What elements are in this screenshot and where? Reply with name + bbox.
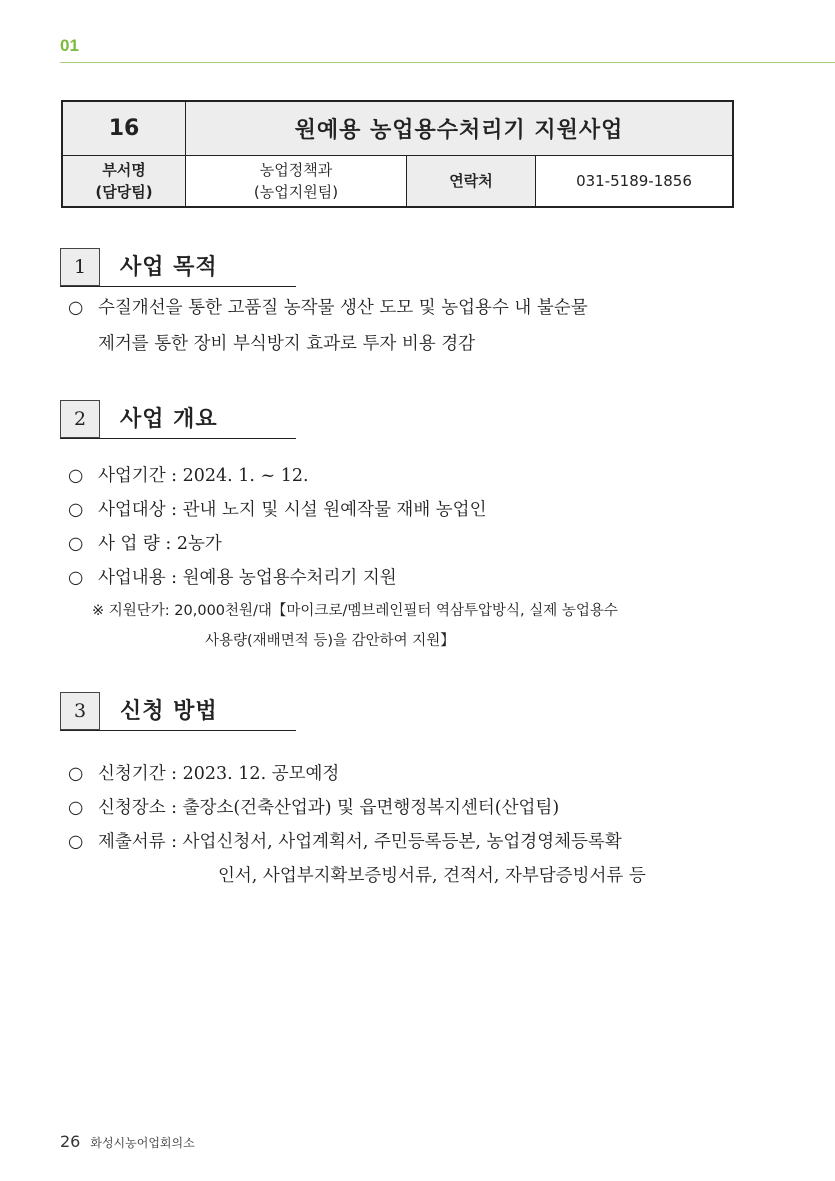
contact-label: 연락처 bbox=[407, 155, 536, 207]
info-title-row bbox=[62, 101, 733, 155]
section-2-header bbox=[60, 400, 296, 439]
info-dept-row bbox=[62, 155, 733, 207]
item-text: 사업대상 : 관내 노지 및 시설 원예작물 재배 농업인 bbox=[98, 500, 487, 520]
bullet-mark: ○ bbox=[68, 500, 84, 520]
section-2-title: 사업 개요 bbox=[120, 407, 218, 432]
dept-label-line2: (담당팀) bbox=[95, 182, 153, 201]
bullet-mark: ○ bbox=[68, 568, 84, 588]
page-number: 26 bbox=[60, 1132, 81, 1151]
section-3-item-1 bbox=[68, 760, 339, 785]
page-footer bbox=[60, 1132, 195, 1151]
section-1-item-1 bbox=[68, 294, 588, 319]
item-text: 사 업 량 : 2농가 bbox=[98, 534, 222, 554]
project-info-table bbox=[61, 100, 734, 208]
section-2-item-1 bbox=[68, 462, 309, 487]
section-2-note-continuation: 사용량(재배면적 등)을 감안하여 지원】 bbox=[205, 633, 455, 649]
item-text: 수질개선을 통한 고품질 농작물 생산 도모 및 농업용수 내 불순물 bbox=[98, 298, 588, 318]
bullet-mark: ○ bbox=[68, 466, 84, 486]
section-3-title: 신청 방법 bbox=[120, 699, 218, 724]
bullet-mark: ○ bbox=[68, 798, 84, 818]
bullet-mark: ○ bbox=[68, 298, 84, 318]
item-text: 사업내용 : 원예용 농업용수처리기 지원 bbox=[98, 568, 397, 588]
dept-label-line1: 부서명 bbox=[102, 160, 146, 179]
project-number: 16 bbox=[62, 101, 186, 155]
dept-label bbox=[62, 155, 186, 207]
section-2-note: ※ 지원단가: 20,000천원/대【마이크로/멤브레인필터 역삼투압방식, 실제 농업용수 bbox=[92, 603, 618, 619]
section-3-item-3-continuation: 인서, 사업부지확보증빙서류, 견적서, 자부담증빙서류 등 bbox=[218, 866, 646, 886]
item-text: 신청기간 : 2023. 12. 공모예정 bbox=[98, 764, 340, 784]
section-2-item-3 bbox=[68, 530, 222, 555]
chapter-divider bbox=[60, 62, 835, 63]
section-1-number: 1 bbox=[60, 248, 100, 286]
section-3-item-3 bbox=[68, 828, 622, 853]
item-text: 제출서류 : 사업신청서, 사업계획서, 주민등록등본, 농업경영체등록확 bbox=[98, 832, 622, 852]
chapter-number: 01 bbox=[60, 36, 79, 55]
dept-value-line2: (농업지원팀) bbox=[253, 182, 339, 201]
contact-value: 031-5189-1856 bbox=[536, 155, 734, 207]
section-3-header bbox=[60, 692, 296, 731]
section-3-number: 3 bbox=[60, 692, 100, 730]
item-text: 신청장소 : 출장소(건축산업과) 및 읍면행정복지센터(산업팀) bbox=[98, 798, 560, 818]
section-1-header bbox=[60, 248, 296, 287]
bullet-mark: ○ bbox=[68, 764, 84, 784]
dept-value-line1: 농업정책과 bbox=[259, 160, 333, 179]
organization-name: 화성시농어업회의소 bbox=[90, 1136, 195, 1150]
project-title: 원예용 농업용수처리기 지원사업 bbox=[186, 101, 734, 155]
bullet-mark: ○ bbox=[68, 832, 84, 852]
section-2-number: 2 bbox=[60, 400, 100, 438]
section-1-title: 사업 목적 bbox=[120, 255, 218, 280]
section-2-item-2 bbox=[68, 496, 487, 521]
dept-value bbox=[186, 155, 407, 207]
section-1-item-1-continuation: 제거를 통한 장비 부식방지 효과로 투자 비용 경감 bbox=[98, 334, 476, 354]
section-3-item-2 bbox=[68, 794, 559, 819]
section-2-item-4 bbox=[68, 564, 397, 589]
bullet-mark: ○ bbox=[68, 534, 84, 554]
item-text: 사업기간 : 2024. 1. ~ 12. bbox=[98, 466, 309, 486]
